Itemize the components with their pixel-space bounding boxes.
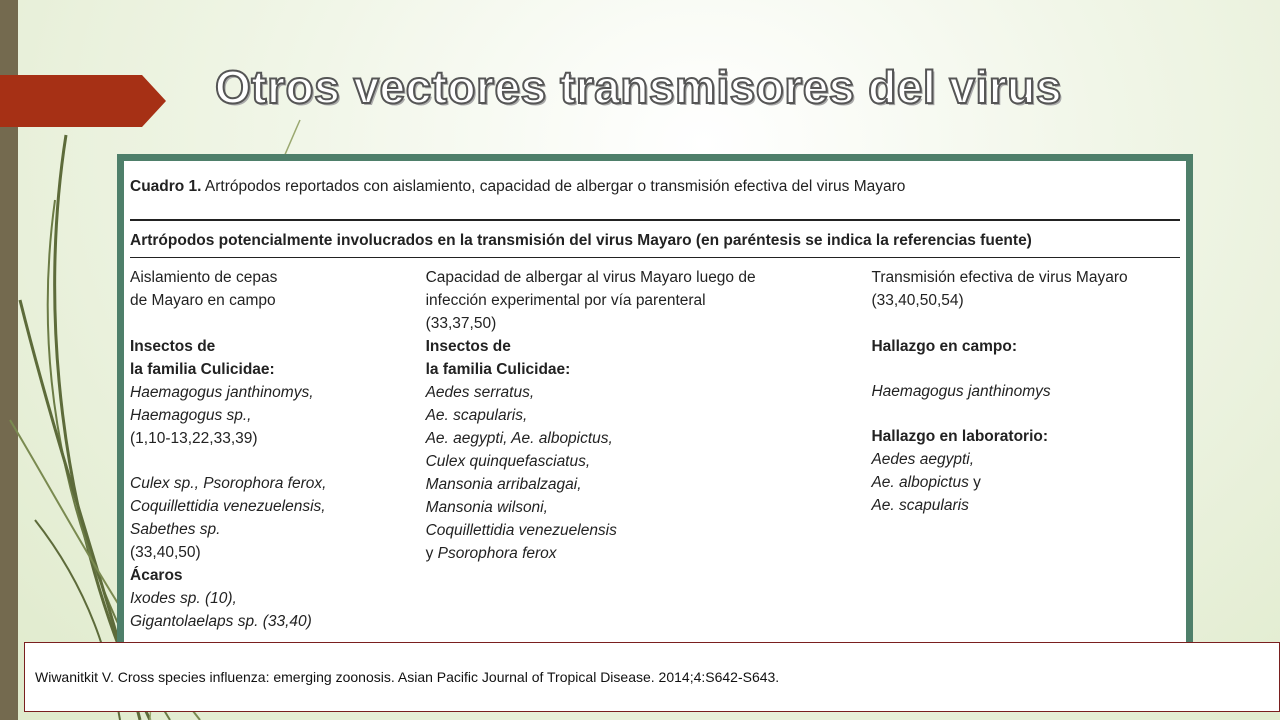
col3-head-line: Transmisión efectiva de virus Mayaro <box>871 269 1128 286</box>
species-item <box>426 542 872 565</box>
species-item: Culex quinquefasciatus, <box>425 453 591 470</box>
column-heading <box>426 266 872 335</box>
column-effective-transmission <box>871 266 1180 633</box>
species-item: Sabethes sp. <box>130 521 221 538</box>
column-experimental-infection <box>426 266 872 633</box>
species-item: Ae. scapularis <box>871 497 969 514</box>
species-item: Aedes aegypti, <box>871 451 975 468</box>
caption-label: Cuadro 1. <box>130 178 202 195</box>
col2-head-line: (33,37,50) <box>425 315 497 332</box>
group-title: Insectos de <box>130 338 216 355</box>
table-content <box>124 161 1186 633</box>
table-image-frame <box>117 154 1193 674</box>
species-item: Coquillettidia venezuelensis, <box>130 498 326 515</box>
group-title: la familia Culicidae: <box>425 361 571 378</box>
species-item: Mansonia arribalzagai, <box>425 476 582 493</box>
spacer <box>871 358 1180 380</box>
col2-head-line: infección experimental por vía parenteral <box>425 292 706 309</box>
caption-text: Artrópodos reportados con aislamiento, capacidad de albergar o transmisión efectiva del virus Mayaro <box>201 178 906 195</box>
spacer <box>130 450 426 472</box>
slide-title: Otros vectores transmisores del virus <box>215 61 1062 113</box>
species-item: Gigantolaelaps sp. (33,40) <box>130 613 312 630</box>
species-item: Aedes serratus, <box>425 384 535 401</box>
species-item: Ae. aegypti, Ae. albopictus, <box>425 430 613 447</box>
reference: (33,40,50) <box>130 544 201 561</box>
group-title: Hallazgo en campo: <box>871 338 1018 355</box>
species-item: Ae. scapularis, <box>425 407 528 424</box>
col1-head-line: Aislamiento de cepas <box>130 269 278 286</box>
species-name: Psorophora ferox <box>437 545 557 562</box>
column-field-isolation <box>130 266 426 633</box>
column-heading <box>130 266 426 335</box>
col2-head-line: Capacidad de albergar al virus Mayaro luego de <box>425 269 756 286</box>
title-ribbon-arrow <box>0 75 166 127</box>
citation-text: Wiwanitkit V. Cross species influenza: emerging zoonosis. Asian Pacific Journal of Tropical Disease. 2014;4:S642-S643. <box>35 669 780 685</box>
conjunction: y <box>425 545 438 562</box>
col3-head-line: (33,40,50,54) <box>871 292 964 309</box>
table-caption <box>130 175 1180 198</box>
table-header: Artrópodos potencialmente involucrados en la transmisión del virus Mayaro (en paréntesis se indica la referencias fuente) <box>130 232 1032 249</box>
group-title: la familia Culicidae: <box>130 361 275 378</box>
column-heading <box>871 266 1180 335</box>
species-item: Ixodes sp. (10), <box>130 590 237 607</box>
group-title: Insectos de <box>425 338 511 355</box>
species-item: Culex sp., Psorophora ferox, <box>130 475 327 492</box>
species-item: Mansonia wilsoni, <box>425 499 548 516</box>
species-name: Ae. albopictus <box>871 474 969 491</box>
citation-box <box>24 642 1280 712</box>
conjunction: y <box>968 474 981 491</box>
group-title: Hallazgo en laboratorio: <box>871 428 1049 445</box>
table-columns <box>130 258 1180 633</box>
group-title: Ácaros <box>130 567 183 584</box>
col1-head-line: de Mayaro en campo <box>130 292 276 309</box>
reference: (1,10-13,22,33,39) <box>130 430 258 447</box>
species-item: Haemagogus janthinomys <box>871 383 1051 400</box>
spacer <box>871 403 1180 425</box>
species-item: Coquillettidia venezuelensis <box>425 522 617 539</box>
species-item <box>871 471 1180 494</box>
species-item: Haemagogus janthinomys, <box>130 384 314 401</box>
species-item: Haemagogus sp., <box>130 407 252 424</box>
